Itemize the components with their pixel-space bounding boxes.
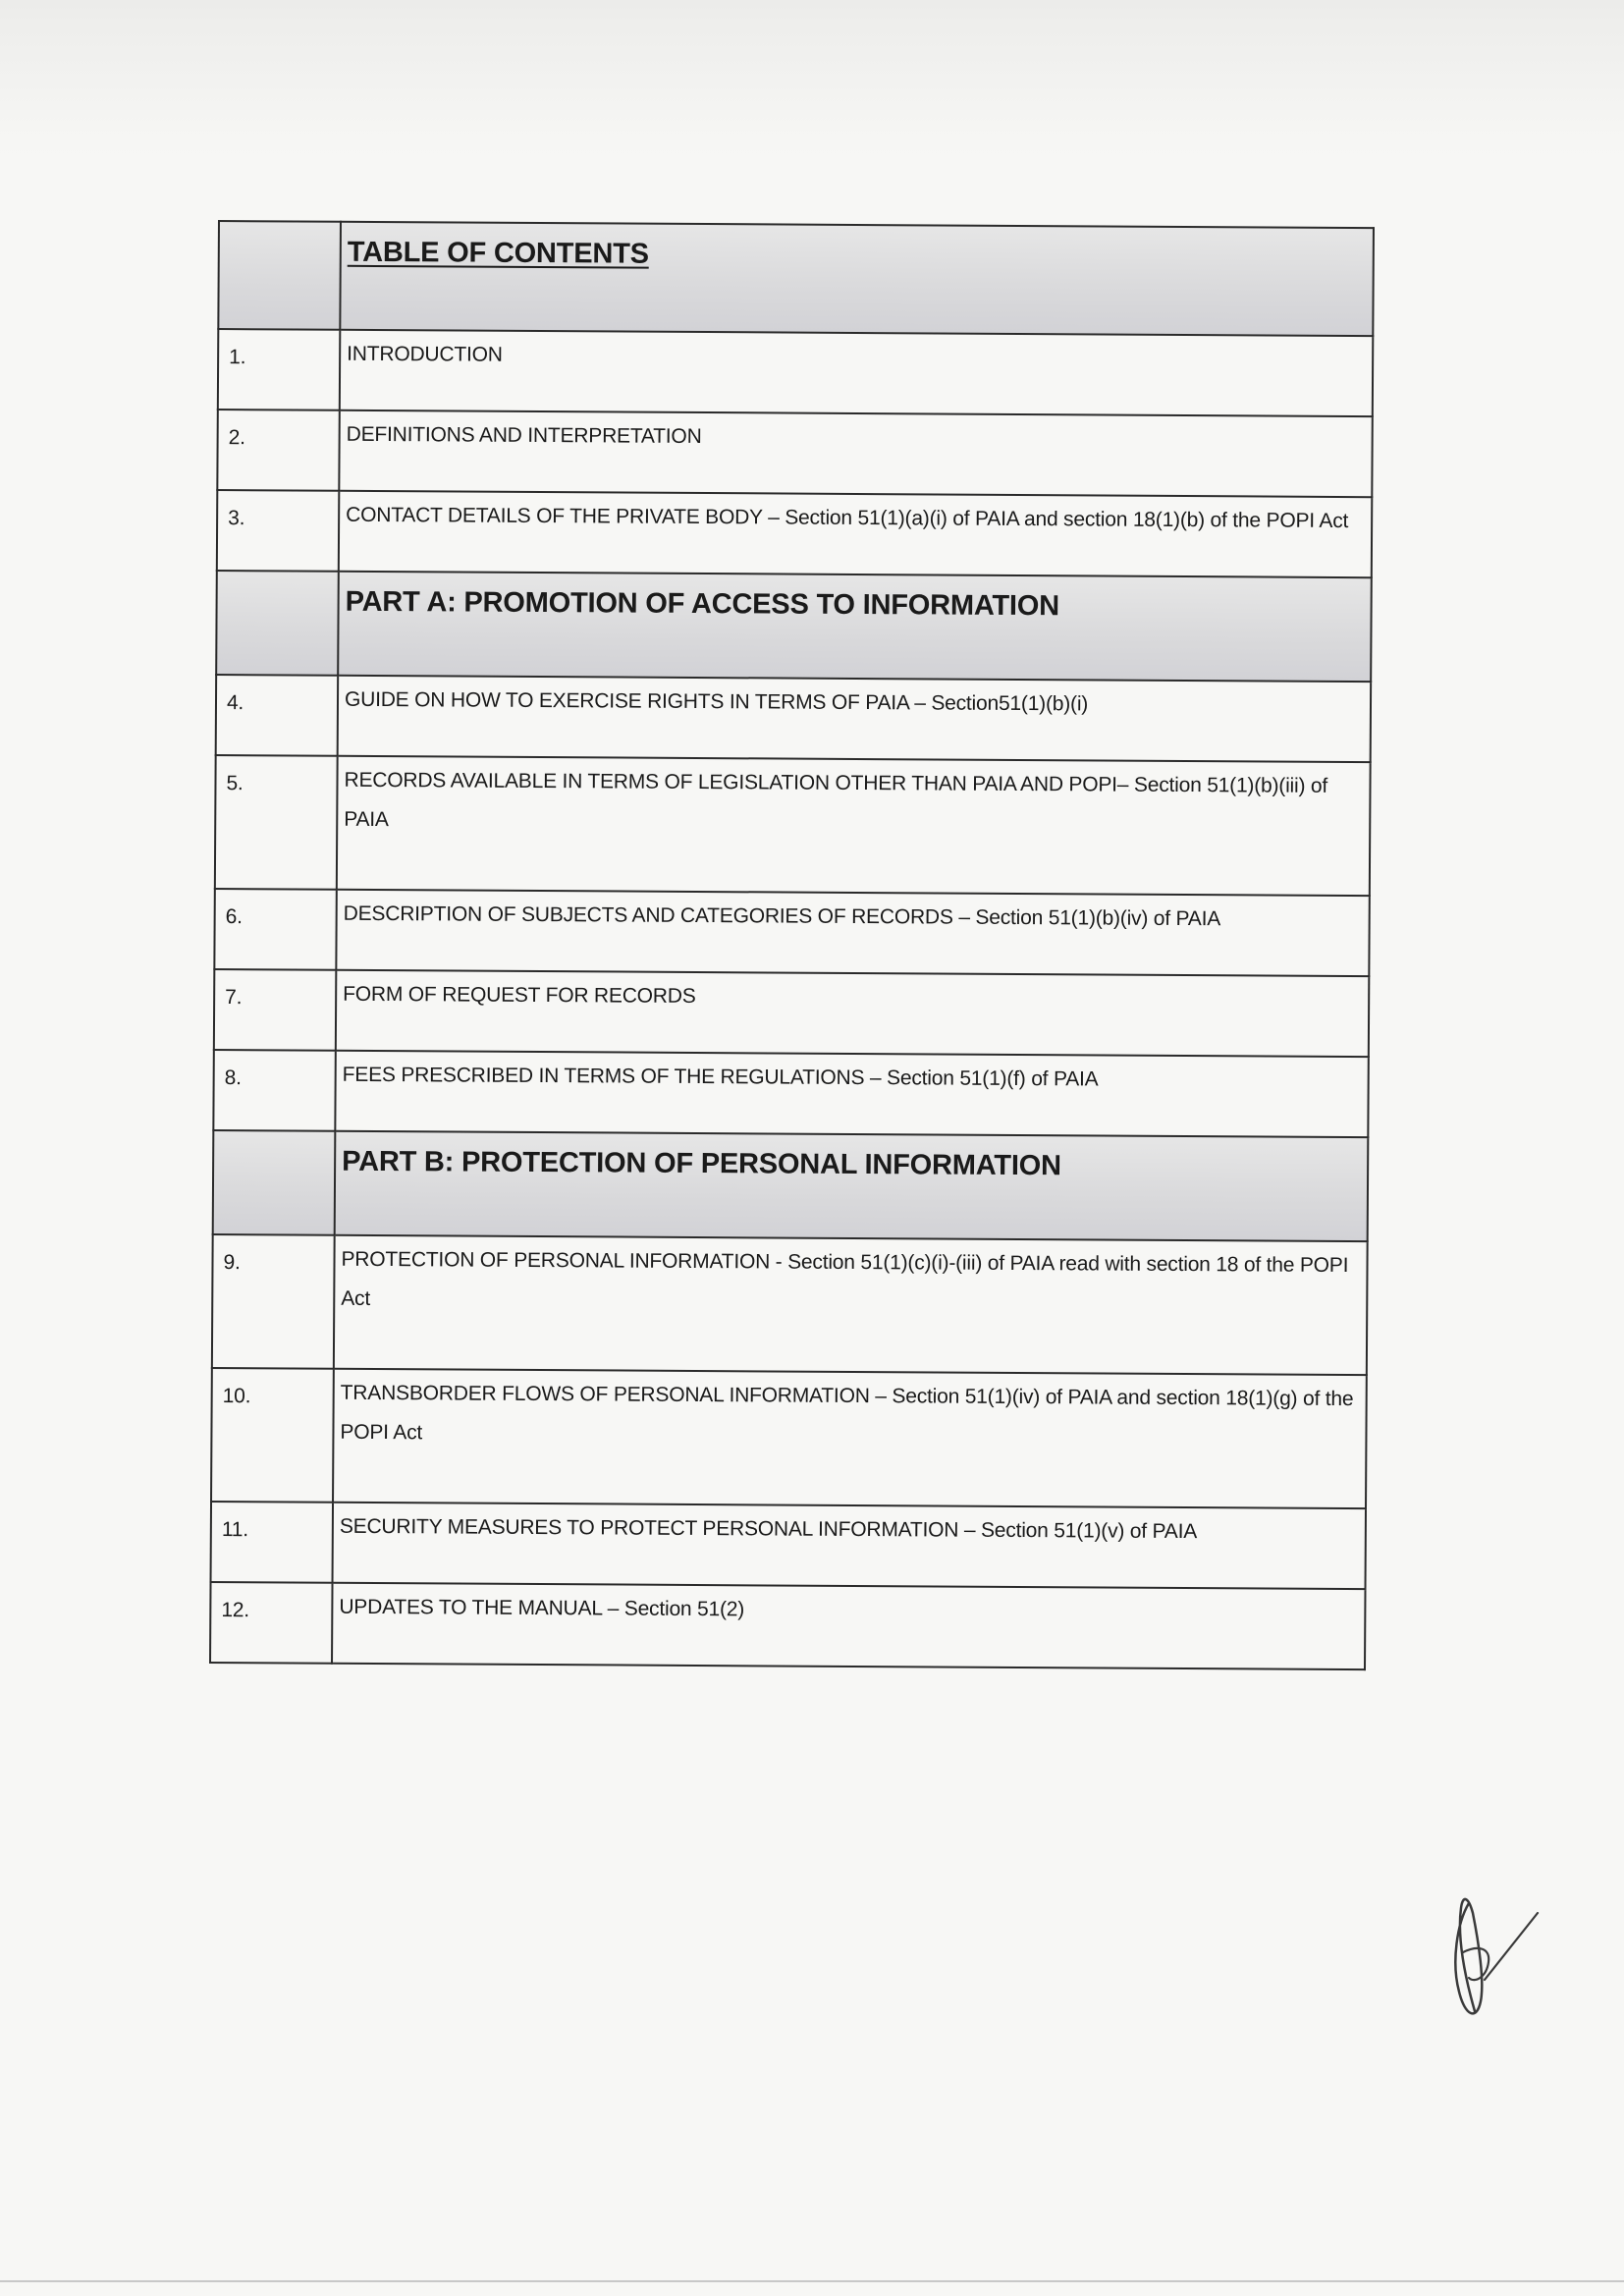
part-a-header-row bbox=[216, 571, 1372, 682]
toc-row-number: 10. bbox=[211, 1368, 334, 1503]
toc-row bbox=[213, 1050, 1368, 1137]
part-a-heading: PART A: PROMOTION OF ACCESS TO INFORMATION bbox=[345, 585, 1060, 623]
toc-row-number: 7. bbox=[214, 969, 336, 1051]
toc-row-text: PROTECTION OF PERSONAL INFORMATION - Section 51(1)(c)(i)-(iii) of PAIA read with section 18 of the POPI Act bbox=[334, 1235, 1368, 1375]
toc-row bbox=[215, 755, 1371, 896]
toc-title: TABLE OF CONTENTS bbox=[347, 236, 649, 270]
toc-row-number: 11. bbox=[211, 1502, 333, 1583]
toc-title-cell bbox=[340, 222, 1374, 336]
part-b-cell bbox=[335, 1131, 1369, 1241]
toc-row-text: GUIDE ON HOW TO EXERCISE RIGHTS IN TERMS OF PAIA – Section51(1)(b)(i) bbox=[338, 676, 1371, 762]
toc-row bbox=[217, 410, 1372, 497]
toc-row-number: 12. bbox=[210, 1582, 332, 1664]
toc-row-text: DEFINITIONS AND INTERPRETATION bbox=[339, 410, 1372, 497]
part-b-heading: PART B: PROTECTION OF PERSONAL INFORMATION bbox=[342, 1145, 1061, 1182]
toc-row bbox=[210, 1582, 1365, 1669]
part-b-num-cell bbox=[213, 1130, 336, 1235]
scan-shading bbox=[0, 0, 1624, 157]
toc-row-text: FEES PRESCRIBED IN TERMS OF THE REGULATIONS – Section 51(1)(f) of PAIA bbox=[335, 1051, 1368, 1137]
toc-row-number: 1. bbox=[218, 329, 340, 410]
part-a-num-cell bbox=[216, 571, 339, 676]
toc-row bbox=[217, 490, 1372, 577]
part-b-header-row bbox=[213, 1130, 1369, 1241]
toc-row-number: 5. bbox=[215, 755, 338, 890]
part-a-cell bbox=[338, 572, 1372, 682]
toc-row-text: FORM OF REQUEST FOR RECORDS bbox=[336, 970, 1369, 1057]
toc-row-text: INTRODUCTION bbox=[340, 330, 1373, 416]
toc-row bbox=[216, 675, 1371, 762]
toc-title-row bbox=[218, 221, 1374, 336]
toc-row bbox=[218, 329, 1373, 416]
toc-row-text: UPDATES TO THE MANUAL – Section 51(2) bbox=[332, 1583, 1365, 1669]
page-bottom-edge bbox=[0, 2280, 1624, 2282]
toc-row-text: SECURITY MEASURES TO PROTECT PERSONAL INFORMATION – Section 51(1)(v) of PAIA bbox=[333, 1503, 1366, 1589]
toc-row bbox=[211, 1368, 1367, 1508]
toc-row-text: TRANSBORDER FLOWS OF PERSONAL INFORMATION – Section 51(1)(iv) of PAIA and section 18(1)(g) of the POPI Act bbox=[333, 1369, 1367, 1508]
toc-row-number: 4. bbox=[216, 675, 338, 756]
toc-row bbox=[214, 969, 1369, 1057]
toc-row-text: CONTACT DETAILS OF THE PRIVATE BODY – Section 51(1)(a)(i) of PAIA and section 18(1)(b) of the POPI Act bbox=[339, 491, 1372, 577]
signature-initials bbox=[1439, 1884, 1547, 2031]
toc-row bbox=[212, 1234, 1368, 1375]
toc-row-text: RECORDS AVAILABLE IN TERMS OF LEGISLATION OTHER THAN PAIA AND POPI– Section 51(1)(b)(iii) of PAIA bbox=[337, 756, 1371, 896]
table-of-contents bbox=[209, 220, 1375, 1670]
toc-row-number: 9. bbox=[212, 1234, 335, 1369]
toc-row-text: DESCRIPTION OF SUBJECTS AND CATEGORIES OF RECORDS – Section 51(1)(b)(iv) of PAIA bbox=[336, 890, 1369, 976]
toc-row bbox=[214, 889, 1369, 976]
toc-row-number: 8. bbox=[213, 1050, 335, 1131]
toc-title-num-cell bbox=[218, 221, 341, 330]
toc-row-number: 6. bbox=[214, 889, 336, 970]
toc-row bbox=[211, 1502, 1366, 1589]
toc-row-number: 3. bbox=[217, 490, 339, 572]
toc-row-number: 2. bbox=[217, 410, 339, 491]
